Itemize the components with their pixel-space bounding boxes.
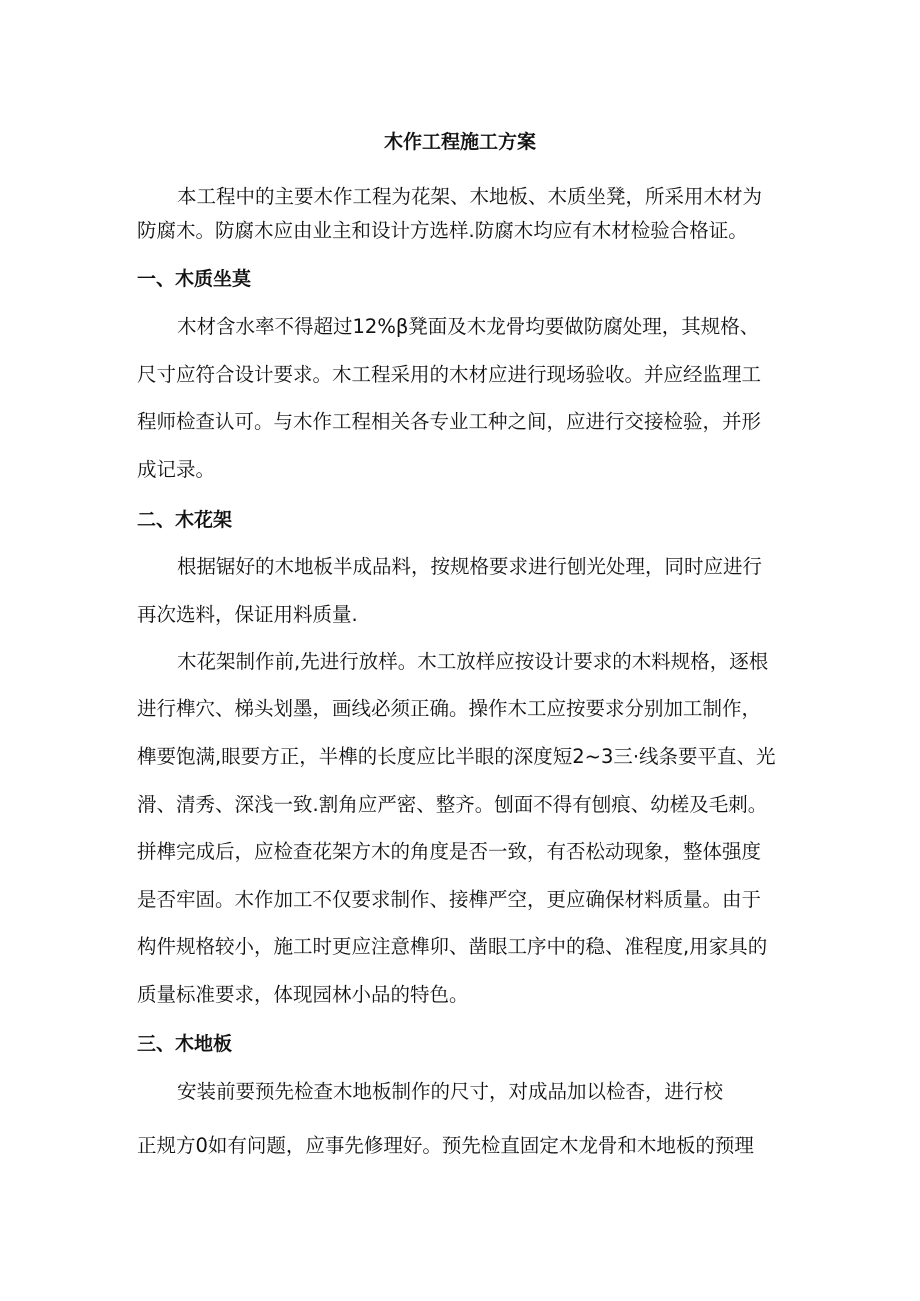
intro-line-2: 防腐木。防腐木应由业主和设计方选样.防腐木均应有木材检验合格证。 — [137, 219, 748, 242]
section2-para2-line-6: 是否牢固。木作加工不仅要求制作、接榫严空，更应确保材料质量。由于 — [137, 888, 762, 911]
document-title: 木作工程施工方案 — [383, 131, 536, 153]
section2-para2-line-7: 构件规格较小，施工时更应注意榫卯、凿眼工序中的稳、准程度,用家具的 — [137, 935, 768, 958]
section-heading-1: 一、木质坐莫 — [137, 268, 252, 290]
section2-para1-line-2: 再次选料，保证用料质量. — [137, 603, 358, 626]
section2-para1-line-1: 根据锯好的木地板半成品料，按规格要求进行刨光处理，同时应进行 — [177, 555, 763, 578]
section1-line-1: 木材含水率不得超过12%β凳面及木龙骨均要做防腐处理，其规格、 — [177, 315, 760, 338]
section2-para2-line-8: 质量标准要求，体现园林小品的特色。 — [137, 983, 469, 1006]
section2-para2-line-3: 榫要饱满,眼要方正，半榫的长度应比半眼的深度短2~3三·线条要平直、光 — [137, 745, 776, 768]
section2-para2-line-5: 拼榫完成后，应检查花架方木的角度是否一致，有否松动现象，整体强度 — [137, 840, 762, 863]
intro-line-1: 本工程中的主要木作工程为花架、木地板、木质坐凳，所采用木材为 — [177, 185, 763, 208]
section2-para2-line-4: 滑、清秀、深浅一致.割角应严密、整齐。刨面不得有刨痕、幼槎及毛刺。 — [137, 793, 768, 816]
section2-para2-line-2: 进行榫穴、梯头划墨，画线必须正确。操作木工应按要求分别加工制作， — [137, 697, 762, 720]
section2-para2-line-1: 木花架制作前,先进行放样。木工放样应按设计要求的木料规格，逐根 — [177, 650, 769, 673]
section1-line-3: 程师检查认可。与木作工程相关各专业工种之间，应进行交接检验，并形 — [137, 410, 762, 433]
section-heading-3: 三、木地板 — [137, 1033, 233, 1055]
section3-line-1: 安装前要预先检查木地板制作的尺寸，对成品加以检杳，进行校 — [177, 1080, 724, 1103]
section1-line-4: 成记录。 — [137, 458, 216, 481]
section-heading-2: 二、木花架 — [137, 509, 233, 531]
section1-line-2: 尺寸应符合设计要求。木工程采用的木材应进行现场验收。并应经监理工 — [137, 363, 762, 386]
section3-line-2: 正规方0如有问题，应事先修理好。预先检直固定木龙骨和木地板的预理 — [137, 1134, 754, 1157]
